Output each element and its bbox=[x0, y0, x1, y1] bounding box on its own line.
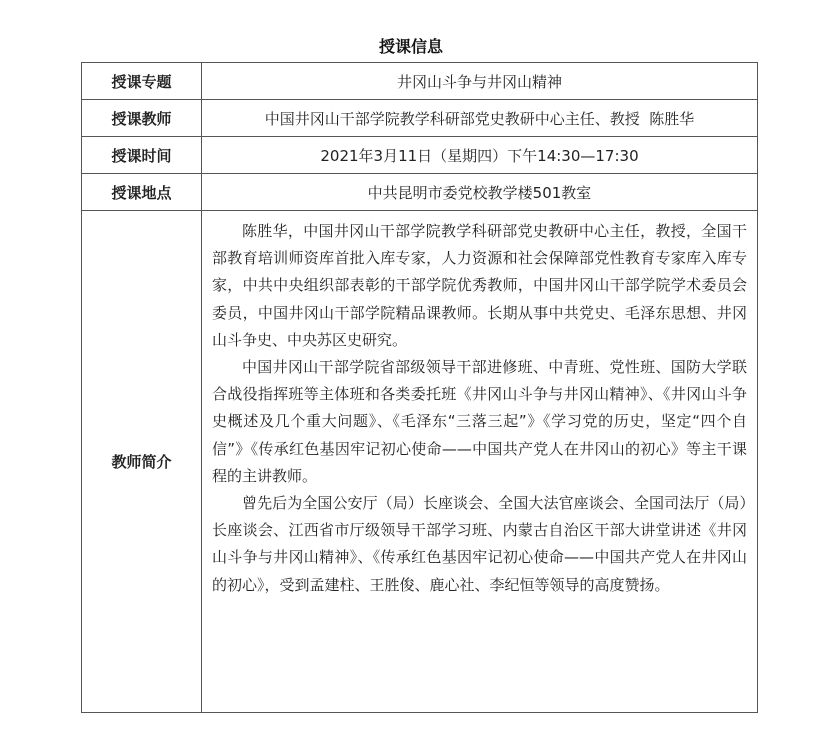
row-label-topic: 授课专题 bbox=[82, 63, 202, 100]
bio-paragraph-2: 中国井冈山干部学院省部级领导干部进修班、中青班、党性班、国防大学联合战役指挥班等主体班和各类委托班《井冈山斗争与井冈山精神》、《井冈山斗争史概述及几个重大问题》、《毛泽东“三落三起”》《学习党的历史，坚定“四个自信”》《传承红色基因牢记初心使命——中国共产党人在井冈山的初心》等主干课程的主讲教师。 bbox=[212, 358, 747, 485]
table-row-topic bbox=[82, 63, 758, 100]
row-label-time: 授课时间 bbox=[82, 137, 202, 174]
course-info-table bbox=[81, 62, 758, 713]
row-label-location: 授课地点 bbox=[82, 174, 202, 211]
row-value-teacher: 中国井冈山干部学院教学科研部党史教研中心主任、教授 陈胜华 bbox=[202, 100, 758, 137]
bio-paragraph-1: 陈胜华，中国井冈山干部学院教学科研部党史教研中心主任，教授，全国干部教育培训师资库首批入库专家，人力资源和社会保障部党性教育专家库入库专家，中共中央组织部表彰的干部学院优秀教师，中国井冈山干部学院学术委员会委员，中国井冈山干部学院精品课教师。长期从事中共党史、毛泽东思想、井冈山斗争史、中央苏区史研究。 bbox=[212, 222, 747, 349]
row-value-time: 2021年3月11日（星期四）下午14:30—17:30 bbox=[202, 137, 758, 174]
row-value-bio bbox=[202, 211, 758, 713]
table-row-location bbox=[82, 174, 758, 211]
page-title: 授课信息 bbox=[378, 37, 443, 56]
table-row-teacher bbox=[82, 100, 758, 137]
row-label-bio: 教师简介 bbox=[82, 211, 202, 713]
row-value-topic: 井冈山斗争与井冈山精神 bbox=[202, 63, 758, 100]
bio-paragraph-3: 曾先后为全国公安厅（局）长座谈会、全国大法官座谈会、全国司法厅（局）长座谈会、江西省市厅级领导干部学习班、内蒙古自治区干部大讲堂讲述《井冈山斗争与井冈山精神》、《传承红色基因牢记初心使命——中国共产党人在井冈山的初心》，受到孟建柱、王胜俊、鹿心社、李纪恒等领导的高度赞扬。 bbox=[212, 494, 747, 594]
row-label-teacher: 授课教师 bbox=[82, 100, 202, 137]
table-row-bio bbox=[82, 211, 758, 713]
row-value-location: 中共昆明市委党校教学楼501教室 bbox=[202, 174, 758, 211]
table-row-time bbox=[82, 137, 758, 174]
